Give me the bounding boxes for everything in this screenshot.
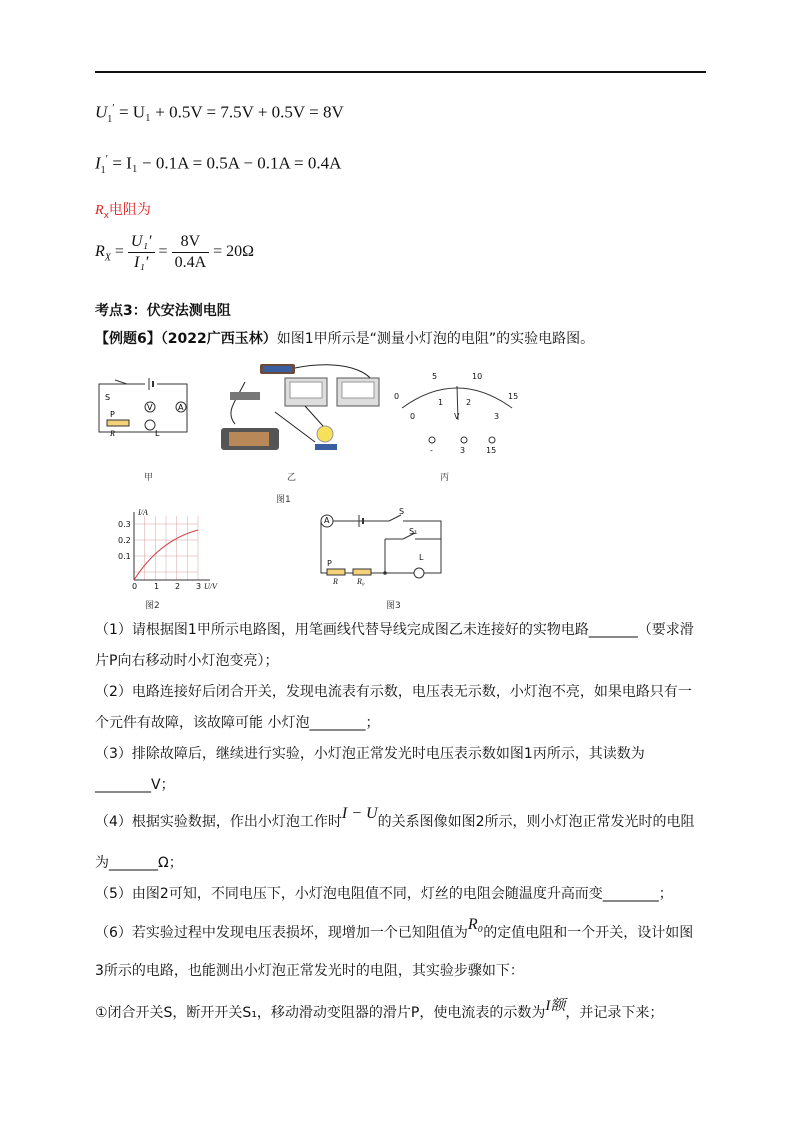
question-3-line-2: ________V； bbox=[95, 777, 175, 793]
fig1-label-jia: 甲 bbox=[144, 473, 154, 483]
dial-unit-v: V bbox=[454, 412, 460, 421]
terminal-neg: - bbox=[430, 446, 433, 455]
fig1-label-bing: 丙 bbox=[440, 473, 450, 483]
figure1-yi-apparatus bbox=[215, 362, 385, 462]
dial-bottom-0: 0 bbox=[410, 412, 416, 421]
question-5: （5）由图2可知，不同电压下，小灯泡电阻值不同，灯丝的电阻会随温度升高而变________； bbox=[95, 886, 673, 902]
fig3-resistor-r: R bbox=[333, 577, 338, 586]
fig3-ammeter-a: A bbox=[324, 516, 330, 525]
fig3-lamp-l: L bbox=[419, 553, 424, 562]
graph-ytick-02: 0.2 bbox=[118, 536, 131, 545]
rx-heading: $R_x$电阻为 bbox=[95, 202, 151, 221]
header-rule bbox=[95, 71, 706, 73]
graph-ytick-03: 0.3 bbox=[118, 520, 131, 529]
dial-top-5: 5 bbox=[432, 372, 438, 381]
section-heading: 考点3：伏安法测电阻 bbox=[95, 303, 231, 319]
dial-bottom-1: 1 bbox=[438, 398, 444, 407]
question-6-step-1: ①闭合开关S，断开开关S₁，移动滑动变阻器的滑片P，使电流表的示数为I额，并记录下来； bbox=[95, 998, 664, 1021]
graph-xtick-3: 3 bbox=[196, 582, 202, 591]
question-6-line-1: （6）若实验过程中发现电压表损坏，现增加一个已知阻值为R₀的定值电阻和一个开关，设计如图 bbox=[95, 916, 694, 941]
question-1-line-2: 片P向右移动时小灯泡变亮）； bbox=[95, 653, 279, 669]
slider-label-p: P bbox=[110, 410, 115, 419]
dial-bottom-3: 3 bbox=[494, 412, 500, 421]
figure2-iu-graph bbox=[118, 508, 218, 598]
question-4-line-2: 为_______Ω； bbox=[95, 855, 183, 871]
question-1-line-1: （1）请根据图1甲所示电路图，用笔画线代替导线完成图乙未连接好的实物电路_______（要求滑 bbox=[95, 622, 694, 638]
fig3-switch-s: S bbox=[399, 507, 405, 516]
graph-ytick-01: 0.1 bbox=[118, 552, 131, 561]
graph-xlabel: U/V bbox=[204, 582, 217, 591]
figure1-jia-circuit bbox=[95, 370, 195, 455]
question-4-line-1: （4）根据实验数据，作出小灯泡工作时I − U的关系图像如图2所示，则小灯泡正常发光时的电阻 bbox=[95, 805, 695, 830]
fig3-caption: 图3 bbox=[386, 601, 401, 611]
terminal-15: 15 bbox=[486, 446, 497, 455]
question-3-line-1: （3）排除故障后，继续进行实验，小灯泡正常发光时电压表示数如图1丙所示，其读数为 bbox=[95, 746, 645, 762]
figure3-circuit bbox=[313, 505, 453, 590]
question-2-line-1: （2）电路连接好后闭合开关，发现电流表有示数，电压表无示数，小灯泡不亮，如果电路只有一 bbox=[95, 684, 692, 700]
voltmeter-v: V bbox=[147, 403, 153, 412]
fig1-caption: 图1 bbox=[276, 495, 291, 505]
terminal-3: 3 bbox=[460, 446, 466, 455]
fig3-slider-p: P bbox=[327, 559, 332, 568]
dial-top-15: 15 bbox=[508, 392, 519, 401]
figure1-bing-voltmeter bbox=[392, 368, 522, 458]
fig3-resistor-r0: R₀ bbox=[357, 577, 365, 586]
dial-top-10: 10 bbox=[472, 372, 483, 381]
dial-top-0: 0 bbox=[394, 392, 400, 401]
question-2-line-2: 个元件有故障，该故障可能 小灯泡________； bbox=[95, 715, 380, 731]
fig1-label-yi: 乙 bbox=[287, 473, 297, 483]
fig3-switch-s1: S₁ bbox=[409, 527, 418, 536]
resistor-label-r: R bbox=[110, 429, 115, 438]
equation-rx: $R_X$ = $\frac{\text{U₁′}}{\text{I₁′}}$ = $\frac{8V}{0.4A}$ = 20Ω bbox=[95, 233, 255, 271]
example-intro: 【例题6】（2022广西玉林）如图1甲所示是“测量小灯泡的电阻”的实验电路图。 bbox=[95, 331, 595, 347]
dial-bottom-2: 2 bbox=[466, 398, 472, 407]
lamp-label-l: L bbox=[155, 429, 160, 438]
graph-xtick-2: 2 bbox=[175, 582, 181, 591]
graph-xtick-0: 0 bbox=[132, 582, 138, 591]
fig2-caption: 图2 bbox=[145, 601, 160, 611]
graph-xtick-1: 1 bbox=[154, 582, 160, 591]
equation-i1-prime: $I_1' = I_1 - 0.1A = 0.5A - 0.1A = 0.4A$ bbox=[95, 153, 342, 177]
graph-ylabel: I/A bbox=[138, 508, 148, 517]
question-6-line-2: 3所示的电路，也能测出小灯泡正常发光时的电阻，其实验步骤如下： bbox=[95, 963, 524, 979]
ammeter-a: A bbox=[178, 403, 184, 412]
equation-u1-prime: $U_1' = U_1 + 0.5V = 7.5V + 0.5V = 8V$ bbox=[95, 102, 344, 126]
switch-label-s: S bbox=[105, 393, 111, 402]
